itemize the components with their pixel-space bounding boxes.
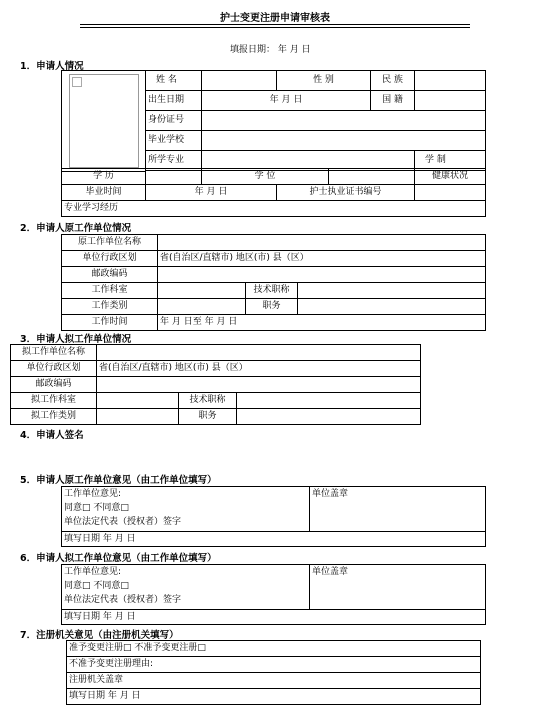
applicant-info-table-2	[61, 168, 486, 217]
label: 职务	[246, 299, 298, 315]
work-time-field[interactable]: 年 月 日至 年 月 日	[158, 315, 486, 331]
ethnicity-field[interactable]	[415, 71, 486, 91]
label: 学 制	[415, 151, 486, 171]
label: 原工作单位名称	[62, 235, 158, 251]
nationality-field[interactable]	[415, 91, 486, 111]
label: 工作时间	[62, 315, 158, 331]
section-heading: 5．申请人原工作单位意见（由工作单位填写）	[20, 475, 217, 486]
original-unit-opinion-table	[61, 486, 486, 547]
section-heading: 3．申请人拟工作单位情况	[20, 334, 132, 345]
section-heading: 7．注册机关意见（由注册机关填写）	[20, 630, 179, 641]
original-unit-name-field[interactable]	[158, 235, 486, 251]
label: 拟工作单位名称	[11, 345, 97, 361]
label: 健康状况	[415, 169, 486, 185]
label: 邮政编码	[62, 267, 158, 283]
original-title-field[interactable]	[298, 283, 486, 299]
planned-postcode-field[interactable]	[97, 377, 421, 393]
original-dept-field[interactable]	[158, 283, 246, 299]
birth-date-field[interactable]: 年 月 日	[202, 91, 371, 111]
original-type-field[interactable]	[158, 299, 246, 315]
label: 技术职称	[246, 283, 298, 299]
name-field[interactable]	[202, 71, 277, 91]
planned-type-field[interactable]	[97, 409, 179, 425]
license-number-field[interactable]	[415, 185, 486, 201]
original-position-field[interactable]	[298, 299, 486, 315]
image-placeholder-icon	[72, 77, 82, 87]
planned-dept-field[interactable]	[97, 393, 179, 409]
agree-checkboxes[interactable]: 同意□ 不同意□	[62, 501, 310, 515]
registration-authority-table	[66, 640, 481, 705]
planned-title-field[interactable]	[237, 393, 421, 409]
section-heading: 4．申请人签名	[20, 430, 84, 441]
label: 工作单位意见:	[62, 565, 310, 580]
fill-date-field[interactable]: 填写日期 年 月 日	[67, 689, 481, 705]
school-field[interactable]	[202, 131, 486, 151]
title-divider	[80, 24, 470, 25]
stamp-area[interactable]: 单位盖章	[310, 565, 486, 610]
section-heading: 2．申请人原工作单位情况	[20, 223, 132, 234]
original-region-field[interactable]: 省(自治区/直辖市) 地区(市) 县（区）	[158, 251, 486, 267]
section-heading: 1．申请人情况	[20, 61, 84, 72]
label: 出生日期	[146, 91, 202, 111]
planned-region-field[interactable]: 省(自治区/直辖市) 地区(市) 县（区）	[97, 361, 421, 377]
planned-position-field[interactable]	[237, 409, 421, 425]
label: 毕业时间	[62, 185, 146, 201]
label: 职务	[179, 409, 237, 425]
fill-date-field[interactable]: 填写日期 年 月 日	[62, 532, 486, 547]
agree-checkboxes[interactable]: 同意□ 不同意□	[62, 579, 310, 593]
original-postcode-field[interactable]	[158, 267, 486, 283]
label: 毕业学校	[146, 131, 202, 151]
label: 身份证号	[146, 111, 202, 131]
education-field[interactable]	[146, 169, 202, 185]
label: 技术职称	[179, 393, 237, 409]
planned-unit-table	[10, 344, 421, 425]
authority-stamp-area[interactable]: 注册机关盖章	[67, 673, 481, 689]
approve-checkboxes[interactable]: 准予变更注册□ 不准予变更注册□	[67, 641, 481, 657]
label: 单位行政区划	[11, 361, 97, 377]
original-unit-table	[61, 234, 486, 331]
id-number-field[interactable]	[202, 111, 486, 131]
degree-field[interactable]	[329, 169, 415, 185]
fill-date-field[interactable]: 填写日期 年 月 日	[62, 610, 486, 625]
label: 性 别	[277, 71, 371, 91]
fill-date: 填报日期： 年 月 日	[230, 45, 311, 55]
label: 学 位	[202, 169, 329, 185]
form-title: 护士变更注册申请审核表	[220, 13, 330, 24]
label: 工作类别	[62, 299, 158, 315]
label: 姓 名	[146, 71, 202, 91]
section-heading: 6．申请人拟工作单位意见（由工作单位填写）	[20, 553, 217, 564]
experience-field[interactable]: 专业学习经历	[62, 201, 486, 217]
label: 单位行政区划	[62, 251, 158, 267]
label: 护士执业证书编号	[277, 185, 415, 201]
stamp-area[interactable]: 单位盖章	[310, 487, 486, 532]
applicant-info-table	[61, 70, 486, 172]
grad-date-field[interactable]: 年 月 日	[146, 185, 277, 201]
label: 国 籍	[371, 91, 415, 111]
label: 拟工作类别	[11, 409, 97, 425]
label: 拟工作科室	[11, 393, 97, 409]
label: 工作科室	[62, 283, 158, 299]
planned-unit-opinion-table	[61, 564, 486, 625]
signature-field[interactable]: 单位法定代表（授权者）签字	[62, 593, 310, 610]
signature-field[interactable]: 单位法定代表（授权者）签字	[62, 515, 310, 532]
title-divider	[80, 27, 470, 28]
planned-unit-name-field[interactable]	[97, 345, 421, 361]
reason-field[interactable]: 不准予变更注册理由:	[67, 657, 481, 673]
label: 学 历	[62, 169, 146, 185]
label: 邮政编码	[11, 377, 97, 393]
label: 所学专业	[146, 151, 202, 171]
label: 民 族	[371, 71, 415, 91]
label: 工作单位意见:	[62, 487, 310, 502]
photo-cell[interactable]	[62, 71, 146, 172]
